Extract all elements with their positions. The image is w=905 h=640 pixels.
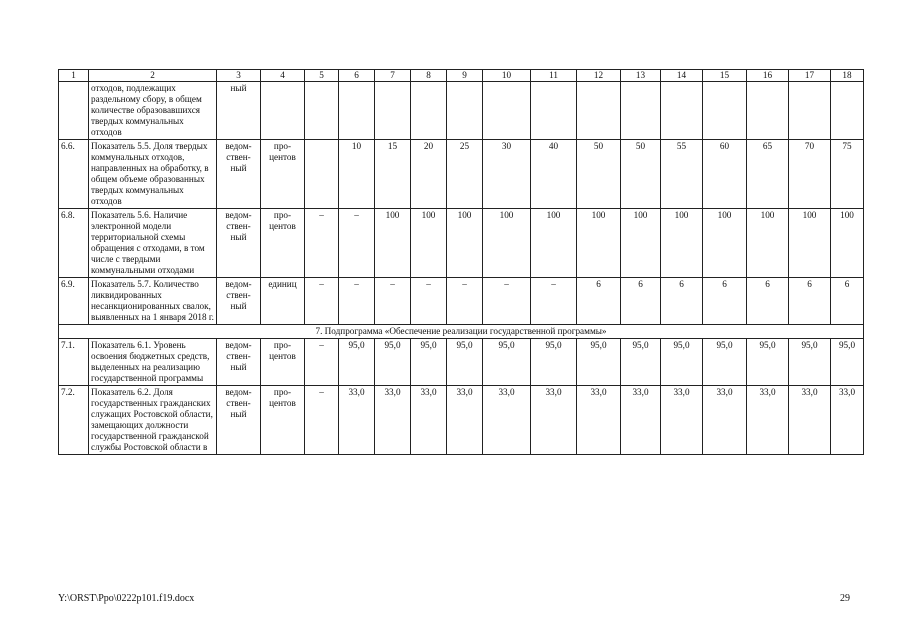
value-cell: 95,0 (375, 339, 411, 386)
value-cell: 33,0 (747, 386, 789, 455)
table-row (59, 82, 864, 140)
table-row (59, 386, 864, 455)
value-cell: единиц (261, 278, 305, 325)
value-cell: 95,0 (831, 339, 864, 386)
value-cell: – (305, 278, 339, 325)
value-cell: ведом- ствен- ный (217, 140, 261, 209)
value-cell: 33,0 (375, 386, 411, 455)
value-cell: про- центов (261, 339, 305, 386)
value-cell: 33,0 (789, 386, 831, 455)
indicator-name-cell: отходов, подлежащих раздельному сбору, в общем количестве образовавшихся твердых коммунальных отходов (89, 82, 217, 140)
value-cell (447, 82, 483, 140)
section-row (59, 325, 864, 339)
value-cell (531, 82, 577, 140)
column-number-cell: 13 (621, 70, 661, 82)
value-cell: 33,0 (411, 386, 447, 455)
value-cell: 100 (703, 209, 747, 278)
page-number: 29 (840, 593, 850, 604)
column-number-cell: 4 (261, 70, 305, 82)
value-cell: 100 (375, 209, 411, 278)
value-cell: 33,0 (831, 386, 864, 455)
column-number-cell: 14 (661, 70, 703, 82)
value-cell (831, 82, 864, 140)
value-cell: 40 (531, 140, 577, 209)
column-number-cell: 11 (531, 70, 577, 82)
value-cell: – (411, 278, 447, 325)
value-cell (661, 82, 703, 140)
value-cell: 95,0 (661, 339, 703, 386)
row-number-cell: 6.9. (59, 278, 89, 325)
value-cell: про- центов (261, 140, 305, 209)
value-cell (261, 82, 305, 140)
column-number-cell: 3 (217, 70, 261, 82)
value-cell: 60 (703, 140, 747, 209)
value-cell (305, 82, 339, 140)
indicator-name-cell: Показатель 5.6. Наличие электронной модели территориальной схемы обращения с отходами, в том числе с твердыми коммунальными отходами (89, 209, 217, 278)
value-cell: 20 (411, 140, 447, 209)
value-cell: 95,0 (747, 339, 789, 386)
value-cell: 70 (789, 140, 831, 209)
indicators-table (58, 69, 864, 455)
row-number-cell: 6.8. (59, 209, 89, 278)
value-cell: 25 (447, 140, 483, 209)
value-cell (411, 82, 447, 140)
section-title: 7. Подпрограмма «Обеспечение реализации государственной программы» (59, 325, 864, 339)
table-row (59, 339, 864, 386)
value-cell: 75 (831, 140, 864, 209)
value-cell: 33,0 (621, 386, 661, 455)
value-cell: 33,0 (577, 386, 621, 455)
value-cell: – (447, 278, 483, 325)
value-cell: 100 (831, 209, 864, 278)
value-cell: ведом- ствен- ный (217, 386, 261, 455)
column-number-row (59, 70, 864, 82)
value-cell: 95,0 (483, 339, 531, 386)
value-cell (483, 82, 531, 140)
indicator-name-cell: Показатель 5.5. Доля твердых коммунальных отходов, направленных на обработку, в общем объеме образованных твердых коммунальных отходов (89, 140, 217, 209)
indicator-name-cell: Показатель 5.7. Количество ликвидированных несанкционированных свалок, выявленных на 1 января 2018 г. (89, 278, 217, 325)
value-cell: ведом- ствен- ный (217, 278, 261, 325)
value-cell: 100 (789, 209, 831, 278)
value-cell: 100 (747, 209, 789, 278)
column-number-cell: 16 (747, 70, 789, 82)
column-number-cell: 12 (577, 70, 621, 82)
column-number-cell: 5 (305, 70, 339, 82)
value-cell: 100 (661, 209, 703, 278)
value-cell: ведом- ствен- ный (217, 209, 261, 278)
table-row (59, 140, 864, 209)
column-number-cell: 1 (59, 70, 89, 82)
value-cell: 50 (577, 140, 621, 209)
column-number-cell: 7 (375, 70, 411, 82)
value-cell: – (375, 278, 411, 325)
document-path: Y:\ORST\Ppo\0222p101.f19.docx (58, 593, 195, 604)
column-number-cell: 9 (447, 70, 483, 82)
value-cell: 33,0 (339, 386, 375, 455)
value-cell: 33,0 (661, 386, 703, 455)
value-cell (339, 82, 375, 140)
value-cell: 100 (411, 209, 447, 278)
value-cell: – (339, 278, 375, 325)
column-number-cell: 6 (339, 70, 375, 82)
value-cell: про- центов (261, 209, 305, 278)
table-row (59, 278, 864, 325)
indicator-name-cell: Показатель 6.2. Доля государственных гражданских служащих Ростовской области, замещающих должности государственной гражданской службы Ростовской области в (89, 386, 217, 455)
value-cell: – (339, 209, 375, 278)
row-number-cell: 7.2. (59, 386, 89, 455)
value-cell (577, 82, 621, 140)
value-cell: – (305, 386, 339, 455)
value-cell: 6 (621, 278, 661, 325)
indicator-name-cell: Показатель 6.1. Уровень освоения бюджетных средств, выделенных на реализацию государственной программы (89, 339, 217, 386)
value-cell: 95,0 (621, 339, 661, 386)
row-number-cell: 7.1. (59, 339, 89, 386)
value-cell: 6 (661, 278, 703, 325)
value-cell: 33,0 (703, 386, 747, 455)
row-number-cell (59, 82, 89, 140)
column-number-cell: 17 (789, 70, 831, 82)
value-cell: 100 (483, 209, 531, 278)
value-cell (305, 140, 339, 209)
value-cell: 100 (621, 209, 661, 278)
value-cell: 100 (577, 209, 621, 278)
column-number-cell: 8 (411, 70, 447, 82)
value-cell: 6 (789, 278, 831, 325)
value-cell: 95,0 (531, 339, 577, 386)
table-row (59, 209, 864, 278)
value-cell: – (305, 209, 339, 278)
value-cell: – (305, 339, 339, 386)
value-cell: 95,0 (339, 339, 375, 386)
value-cell: 6 (577, 278, 621, 325)
value-cell: про- центов (261, 386, 305, 455)
value-cell (747, 82, 789, 140)
row-number-cell: 6.6. (59, 140, 89, 209)
value-cell: 6 (703, 278, 747, 325)
value-cell (375, 82, 411, 140)
value-cell: 15 (375, 140, 411, 209)
column-number-cell: 2 (89, 70, 217, 82)
value-cell (703, 82, 747, 140)
value-cell (789, 82, 831, 140)
column-number-cell: 18 (831, 70, 864, 82)
value-cell: 6 (747, 278, 789, 325)
value-cell: 30 (483, 140, 531, 209)
value-cell: 55 (661, 140, 703, 209)
value-cell: 95,0 (411, 339, 447, 386)
value-cell: 6 (831, 278, 864, 325)
value-cell (621, 82, 661, 140)
value-cell: 95,0 (789, 339, 831, 386)
value-cell: 33,0 (531, 386, 577, 455)
value-cell: – (483, 278, 531, 325)
value-cell: 95,0 (577, 339, 621, 386)
value-cell: 95,0 (703, 339, 747, 386)
value-cell: – (531, 278, 577, 325)
value-cell: 50 (621, 140, 661, 209)
value-cell: 33,0 (447, 386, 483, 455)
value-cell: 10 (339, 140, 375, 209)
value-cell: 100 (447, 209, 483, 278)
column-number-cell: 15 (703, 70, 747, 82)
value-cell: 95,0 (447, 339, 483, 386)
value-cell: 33,0 (483, 386, 531, 455)
column-number-cell: 10 (483, 70, 531, 82)
value-cell: 65 (747, 140, 789, 209)
value-cell: 100 (531, 209, 577, 278)
value-cell: ведом- ствен- ный (217, 339, 261, 386)
value-cell: ный (217, 82, 261, 140)
